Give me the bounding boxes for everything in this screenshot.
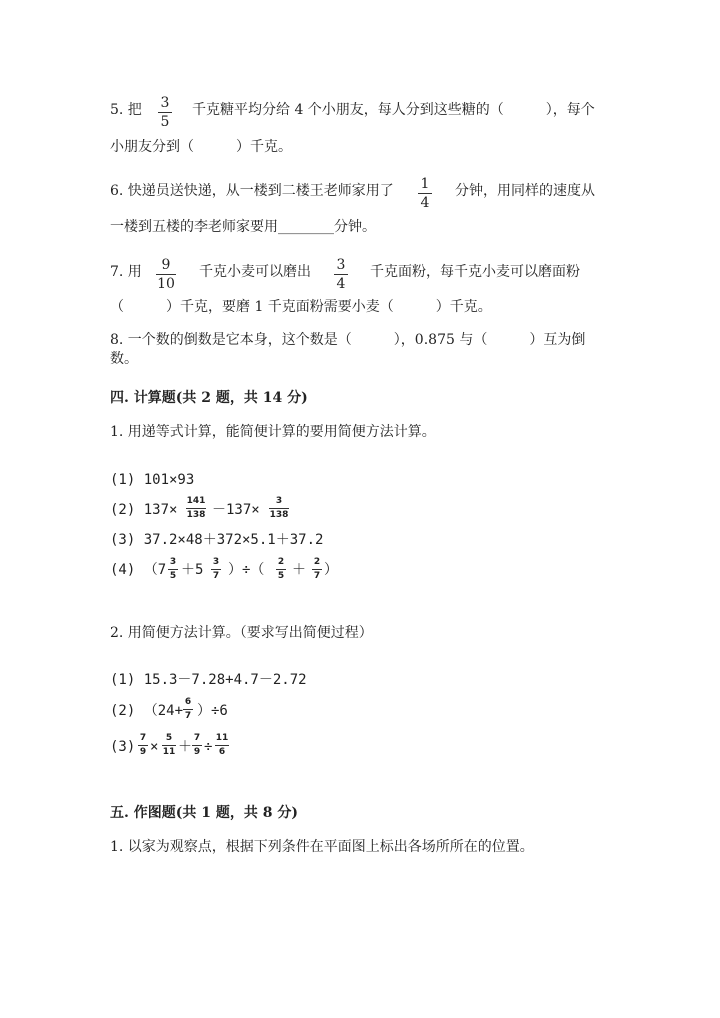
calc-item-2-frac-2-num: 3 xyxy=(275,496,283,506)
q5-frac-num: 3 xyxy=(160,95,170,111)
q6-text-c: 一楼到五楼的李老师家要用________分钟。 xyxy=(110,219,376,235)
simplify-item-3-frac-3-num: 7 xyxy=(193,733,201,743)
q7-text-c: 千克面粉，每千克小麦可以磨面粉 xyxy=(370,264,580,280)
q5-frac-den: 5 xyxy=(160,114,170,130)
simplify-item-2-frac xyxy=(183,698,193,721)
calc-item-4-b: ＋5 xyxy=(181,562,204,578)
q7-frac2-num: 3 xyxy=(336,257,346,273)
q6-frac-bar xyxy=(418,193,432,194)
section-4-problem-2-title: 2. 用简便方法计算。（要求写出简便过程） xyxy=(110,625,373,641)
simplify-item-3-frac-4 xyxy=(215,734,229,757)
q6-text-b: 分钟，用同样的速度从 xyxy=(455,183,595,199)
calc-item-4-frac-3-bar xyxy=(276,569,286,570)
q7-text-d: （ ）千克，要磨 1 千克面粉需要小麦（ ）千克。 xyxy=(110,299,492,315)
simplify-item-3-frac-2-den: 11 xyxy=(162,747,176,757)
calc-item-3: (3) 37.2×48＋372×5.1＋37.2 xyxy=(110,532,324,548)
calc-item-4-c: ）÷（ xyxy=(228,562,265,578)
q8-text-b: 数。 xyxy=(110,351,138,367)
calc-item-4-frac-3 xyxy=(276,558,286,581)
calc-item-2-a: (2) 137× xyxy=(110,502,178,518)
calc-item-4-frac-3-den: 5 xyxy=(277,571,285,581)
section-4-problem-1-title: 1. 用递等式计算，能简便计算的要用简便方法计算。 xyxy=(110,424,436,440)
simplify-item-2-b: ）÷6 xyxy=(197,703,228,719)
calc-item-4-frac-3-num: 2 xyxy=(277,557,285,567)
simplify-item-3-frac-1-bar xyxy=(138,745,148,746)
q7-frac2-bar xyxy=(334,274,348,275)
simplify-item-3-frac-4-den: 6 xyxy=(218,747,226,757)
section-5-title: 五. 作图题(共 1 题，共 8 分) xyxy=(110,805,298,821)
q7-frac1-num: 9 xyxy=(161,257,171,273)
calc-item-4-frac-4-num: 2 xyxy=(313,557,321,567)
simplify-item-3-frac-3-den: 9 xyxy=(193,747,201,757)
section-4-title: 四. 计算题(共 2 题，共 14 分) xyxy=(110,390,308,406)
calc-item-4-frac-2 xyxy=(211,558,221,581)
simplify-item-3-frac-4-num: 11 xyxy=(215,733,229,743)
simplify-item-3-frac-1 xyxy=(138,734,148,757)
section-5-problem-1-title: 1. 以家为观察点，根据下列条件在平面图上标出各场所所在的位置。 xyxy=(110,839,534,855)
q6-text-a: 6. 快递员送快递，从一楼到二楼王老师家用了 xyxy=(110,183,394,199)
calc-item-2-frac-2-bar xyxy=(269,508,289,509)
simplify-item-3-b: × xyxy=(150,739,159,755)
calc-item-4-frac-2-bar xyxy=(211,569,221,570)
simplify-item-2-frac-den: 7 xyxy=(184,711,192,721)
q7-fraction-2 xyxy=(334,258,348,291)
q5-frac-bar xyxy=(158,112,172,113)
q8-text-a: 8. 一个数的倒数是它本身，这个数是（ ），0.875 与（ ）互为倒 xyxy=(110,332,586,348)
q6-fraction xyxy=(418,177,432,210)
calc-item-2-frac-2 xyxy=(269,497,289,520)
q5-fraction xyxy=(158,96,172,129)
calc-item-2-frac-2-den: 138 xyxy=(269,510,289,520)
simplify-item-3-d: ÷ xyxy=(204,739,213,755)
simplify-item-3-frac-3-bar xyxy=(192,745,202,746)
simplify-item-2-frac-bar xyxy=(183,709,193,710)
simplify-item-3-frac-2 xyxy=(162,734,176,757)
calc-item-4-frac-4-den: 7 xyxy=(313,571,321,581)
calc-item-2-frac-1-bar xyxy=(186,508,206,509)
q7-text-b: 千克小麦可以磨出 xyxy=(199,264,311,280)
simplify-item-3-c: ＋ xyxy=(178,739,192,755)
simplify-item-3-frac-1-den: 9 xyxy=(139,747,147,757)
calc-item-2-b: －137× xyxy=(212,502,260,518)
q5-text-c: 小朋友分到（ ）千克。 xyxy=(110,139,292,155)
simplify-item-2-a: (2) （24+ xyxy=(110,703,184,719)
calc-item-2-frac-1 xyxy=(186,497,206,520)
q6-frac-den: 4 xyxy=(420,195,430,211)
q5-text-b: 千克糖平均分给 4 个小朋友，每人分到这些糖的（ ），每个 xyxy=(192,102,595,118)
calc-item-4-frac-2-den: 7 xyxy=(212,571,220,581)
simplify-item-3-frac-1-num: 7 xyxy=(139,733,147,743)
calc-item-4-frac-4 xyxy=(312,558,322,581)
calc-item-4-a: (4) （7 xyxy=(110,562,167,578)
q7-frac2-den: 4 xyxy=(336,276,346,292)
calc-item-4-frac-1-num: 3 xyxy=(169,557,177,567)
calc-item-4-frac-2-num: 3 xyxy=(212,557,220,567)
q7-frac1-den: 10 xyxy=(157,276,175,292)
simplify-item-1: (1) 15.3－7.28+4.7－2.72 xyxy=(110,672,307,688)
q7-fraction-1 xyxy=(156,258,176,291)
q6-frac-num: 1 xyxy=(420,176,430,192)
calc-item-4-e: ） xyxy=(324,562,338,578)
q7-text-a: 7. 用 xyxy=(110,264,142,280)
simplify-item-3-a: (3) xyxy=(110,739,136,755)
calc-item-4-frac-1 xyxy=(168,558,178,581)
simplify-item-2-frac-num: 6 xyxy=(184,697,192,707)
simplify-item-3-frac-2-num: 5 xyxy=(165,733,173,743)
simplify-item-3-frac-2-bar xyxy=(162,745,176,746)
calc-item-2-frac-1-den: 138 xyxy=(186,510,206,520)
calc-item-4-frac-1-den: 5 xyxy=(169,571,177,581)
q7-frac1-bar xyxy=(156,274,176,275)
q5-text-a: 5. 把 xyxy=(110,102,142,118)
simplify-item-3-frac-3 xyxy=(192,734,202,757)
calc-item-4-frac-1-bar xyxy=(168,569,178,570)
calc-item-1: (1) 101×93 xyxy=(110,472,195,488)
calc-item-2-frac-1-num: 141 xyxy=(186,496,206,506)
calc-item-4-d: ＋ xyxy=(292,562,306,578)
simplify-item-3-frac-4-bar xyxy=(215,745,229,746)
calc-item-4-frac-4-bar xyxy=(312,569,322,570)
